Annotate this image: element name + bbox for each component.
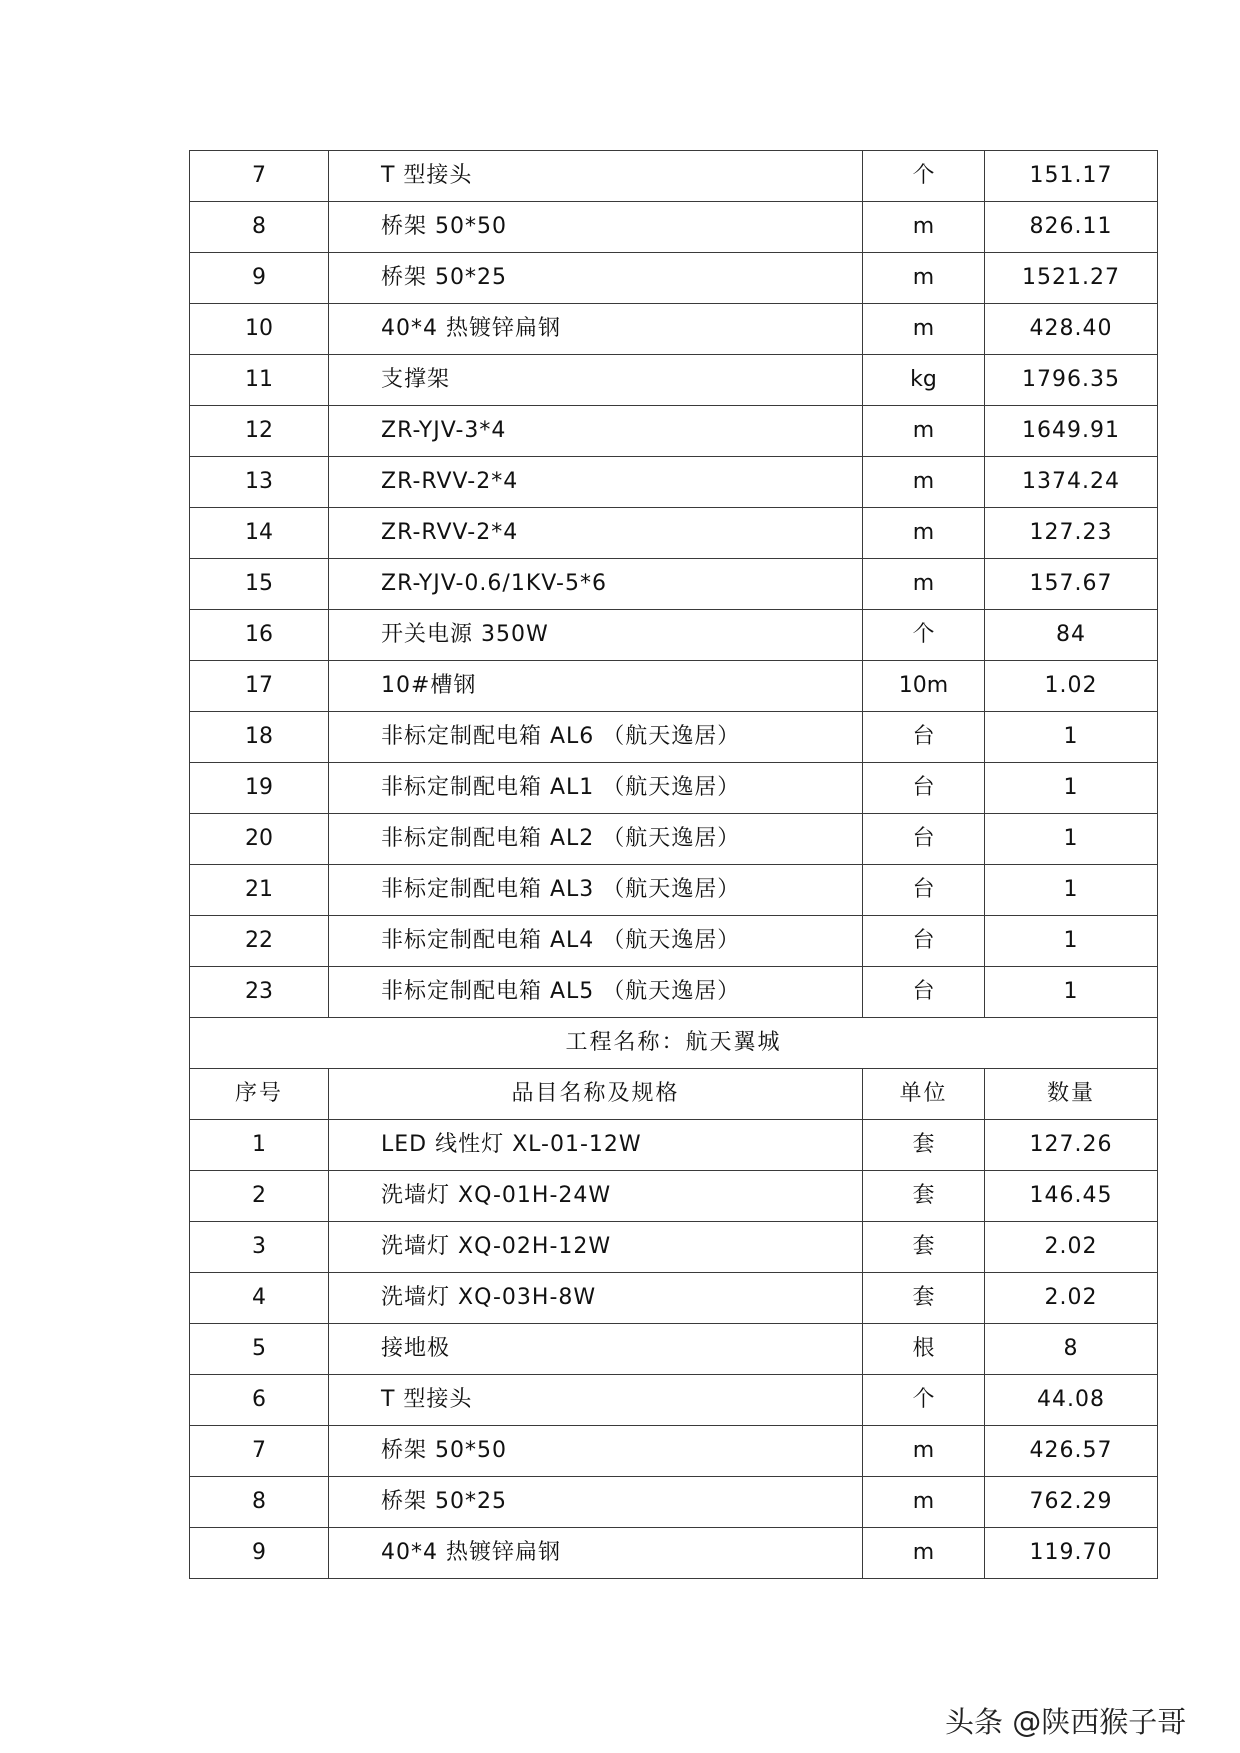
- cell-name: T 型接头: [329, 1375, 863, 1426]
- cell-no: 22: [190, 916, 329, 967]
- table-row: [190, 610, 1158, 661]
- table-row: [190, 1273, 1158, 1324]
- cell-qty: 127.23: [985, 508, 1158, 559]
- table-row: [190, 865, 1158, 916]
- cell-qty: 119.70: [985, 1528, 1158, 1579]
- cell-qty: 1649.91: [985, 406, 1158, 457]
- table-row: [190, 1324, 1158, 1375]
- column-header-row: [190, 1069, 1158, 1120]
- cell-qty: 1.02: [985, 661, 1158, 712]
- cell-name: 洗墙灯 XQ-03H-8W: [329, 1273, 863, 1324]
- cell-name: 非标定制配电箱 AL2 （航天逸居）: [329, 814, 863, 865]
- header-name: 品目名称及规格: [329, 1069, 863, 1120]
- watermark: 头条 @陕西猴子哥: [945, 1705, 1187, 1739]
- table-row: [190, 916, 1158, 967]
- cell-unit: 台: [863, 967, 985, 1018]
- table-row: [190, 202, 1158, 253]
- cell-name: ZR-YJV-3*4: [329, 406, 863, 457]
- table-row: [190, 304, 1158, 355]
- cell-unit: 套: [863, 1171, 985, 1222]
- cell-name: 10#槽钢: [329, 661, 863, 712]
- cell-qty: 1: [985, 865, 1158, 916]
- cell-unit: m: [863, 202, 985, 253]
- table-row: [190, 559, 1158, 610]
- cell-unit: 个: [863, 1375, 985, 1426]
- cell-no: 11: [190, 355, 329, 406]
- cell-qty: 826.11: [985, 202, 1158, 253]
- table-bottom-body: [190, 1120, 1158, 1579]
- cell-qty: 1: [985, 814, 1158, 865]
- table-row: [190, 1528, 1158, 1579]
- section-title-body: [190, 1018, 1158, 1120]
- cell-qty: 127.26: [985, 1120, 1158, 1171]
- cell-no: 1: [190, 1120, 329, 1171]
- cell-no: 23: [190, 967, 329, 1018]
- table-row: [190, 151, 1158, 202]
- cell-qty: 44.08: [985, 1375, 1158, 1426]
- cell-unit: m: [863, 559, 985, 610]
- cell-name: 洗墙灯 XQ-02H-12W: [329, 1222, 863, 1273]
- cell-qty: 1: [985, 916, 1158, 967]
- cell-name: LED 线性灯 XL-01-12W: [329, 1120, 863, 1171]
- cell-name: 开关电源 350W: [329, 610, 863, 661]
- cell-unit: m: [863, 1426, 985, 1477]
- table-row: [190, 814, 1158, 865]
- cell-no: 7: [190, 1426, 329, 1477]
- header-unit: 单位: [863, 1069, 985, 1120]
- cell-qty: 428.40: [985, 304, 1158, 355]
- cell-no: 7: [190, 151, 329, 202]
- cell-unit: m: [863, 253, 985, 304]
- table-row: [190, 1426, 1158, 1477]
- cell-unit: kg: [863, 355, 985, 406]
- cell-unit: 台: [863, 865, 985, 916]
- cell-qty: 1796.35: [985, 355, 1158, 406]
- cell-unit: m: [863, 1477, 985, 1528]
- table-top-body: [190, 151, 1158, 1018]
- cell-name: T 型接头: [329, 151, 863, 202]
- section-title-row: [190, 1018, 1158, 1069]
- cell-unit: 个: [863, 151, 985, 202]
- cell-unit: 台: [863, 916, 985, 967]
- table-row: [190, 661, 1158, 712]
- cell-no: 4: [190, 1273, 329, 1324]
- header-no: 序号: [190, 1069, 329, 1120]
- cell-unit: m: [863, 304, 985, 355]
- cell-no: 2: [190, 1171, 329, 1222]
- table-row: [190, 1120, 1158, 1171]
- cell-qty: 84: [985, 610, 1158, 661]
- cell-qty: 8: [985, 1324, 1158, 1375]
- cell-name: 桥架 50*25: [329, 253, 863, 304]
- cell-no: 15: [190, 559, 329, 610]
- cell-name: 非标定制配电箱 AL1 （航天逸居）: [329, 763, 863, 814]
- cell-qty: 1: [985, 967, 1158, 1018]
- cell-name: 40*4 热镀锌扁钢: [329, 1528, 863, 1579]
- table-row: [190, 763, 1158, 814]
- cell-name: 接地极: [329, 1324, 863, 1375]
- cell-unit: 套: [863, 1120, 985, 1171]
- table-row: [190, 967, 1158, 1018]
- cell-name: 非标定制配电箱 AL4 （航天逸居）: [329, 916, 863, 967]
- table-row: [190, 457, 1158, 508]
- cell-no: 5: [190, 1324, 329, 1375]
- cell-qty: 762.29: [985, 1477, 1158, 1528]
- cell-unit: 个: [863, 610, 985, 661]
- table-row: [190, 1171, 1158, 1222]
- table-row: [190, 1477, 1158, 1528]
- cell-name: 非标定制配电箱 AL5 （航天逸居）: [329, 967, 863, 1018]
- cell-no: 10: [190, 304, 329, 355]
- cell-unit: 根: [863, 1324, 985, 1375]
- table-row: [190, 1222, 1158, 1273]
- table-row: [190, 406, 1158, 457]
- cell-qty: 426.57: [985, 1426, 1158, 1477]
- cell-unit: 台: [863, 814, 985, 865]
- table-row: [190, 1375, 1158, 1426]
- cell-no: 6: [190, 1375, 329, 1426]
- cell-no: 8: [190, 202, 329, 253]
- cell-name: 40*4 热镀锌扁钢: [329, 304, 863, 355]
- cell-qty: 146.45: [985, 1171, 1158, 1222]
- cell-no: 19: [190, 763, 329, 814]
- materials-table: [189, 150, 1158, 1579]
- cell-qty: 1374.24: [985, 457, 1158, 508]
- table-row: [190, 508, 1158, 559]
- cell-no: 8: [190, 1477, 329, 1528]
- table-row: [190, 355, 1158, 406]
- cell-no: 9: [190, 1528, 329, 1579]
- cell-unit: 台: [863, 763, 985, 814]
- cell-name: 非标定制配电箱 AL3 （航天逸居）: [329, 865, 863, 916]
- table-row: [190, 712, 1158, 763]
- cell-no: 21: [190, 865, 329, 916]
- cell-no: 12: [190, 406, 329, 457]
- header-qty: 数量: [985, 1069, 1158, 1120]
- table-row: [190, 253, 1158, 304]
- cell-no: 3: [190, 1222, 329, 1273]
- cell-name: ZR-RVV-2*4: [329, 508, 863, 559]
- cell-qty: 157.67: [985, 559, 1158, 610]
- cell-unit: m: [863, 457, 985, 508]
- cell-name: ZR-RVV-2*4: [329, 457, 863, 508]
- cell-unit: 套: [863, 1273, 985, 1324]
- cell-name: 洗墙灯 XQ-01H-24W: [329, 1171, 863, 1222]
- cell-no: 9: [190, 253, 329, 304]
- cell-no: 17: [190, 661, 329, 712]
- cell-unit: m: [863, 1528, 985, 1579]
- cell-no: 13: [190, 457, 329, 508]
- cell-name: 桥架 50*25: [329, 1477, 863, 1528]
- cell-name: 桥架 50*50: [329, 1426, 863, 1477]
- cell-unit: 10m: [863, 661, 985, 712]
- cell-no: 20: [190, 814, 329, 865]
- cell-qty: 1: [985, 712, 1158, 763]
- cell-unit: m: [863, 406, 985, 457]
- cell-name: ZR-YJV-0.6/1KV-5*6: [329, 559, 863, 610]
- cell-unit: 台: [863, 712, 985, 763]
- cell-no: 18: [190, 712, 329, 763]
- cell-qty: 1521.27: [985, 253, 1158, 304]
- cell-qty: 1: [985, 763, 1158, 814]
- cell-no: 16: [190, 610, 329, 661]
- cell-name: 支撑架: [329, 355, 863, 406]
- cell-unit: m: [863, 508, 985, 559]
- cell-no: 14: [190, 508, 329, 559]
- cell-unit: 套: [863, 1222, 985, 1273]
- cell-name: 非标定制配电箱 AL6 （航天逸居）: [329, 712, 863, 763]
- cell-qty: 151.17: [985, 151, 1158, 202]
- project-name-title: 工程名称：航天翼城: [190, 1018, 1158, 1069]
- cell-qty: 2.02: [985, 1222, 1158, 1273]
- cell-name: 桥架 50*50: [329, 202, 863, 253]
- cell-qty: 2.02: [985, 1273, 1158, 1324]
